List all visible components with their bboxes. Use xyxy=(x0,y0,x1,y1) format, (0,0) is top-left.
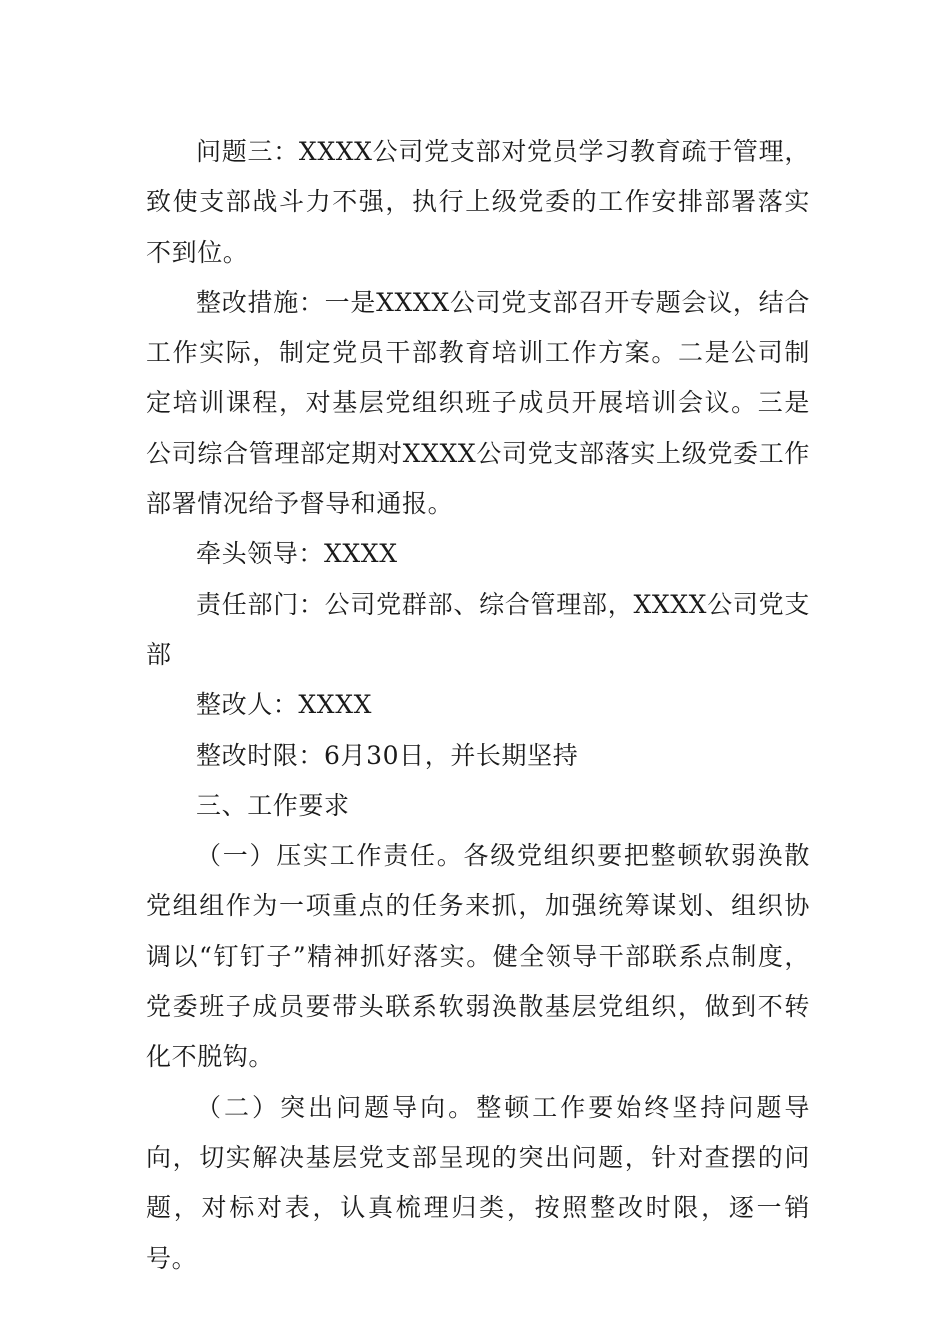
paragraph-rectifier: 整改人：XXXX xyxy=(196,690,372,720)
paragraph-requirement-two: （二）突出问题导向。整顿工作要始终坚持问题导向，切实解决基层党支部呈现的突出问题，针对查摆的问题，对标对表，认真梳理归类，按照整改时限，逐一销号。 xyxy=(146,1092,810,1273)
paragraph-lead-leader: 牵头领导：XXXX xyxy=(196,539,398,569)
paragraph-deadline: 整改时限：6月30日，并长期坚持 xyxy=(196,740,579,770)
paragraph-problem-three: 问题三：XXXX公司党支部对党员学习教育疏于管理，致使支部战斗力不强，执行上级党委的工作安排部署落实不到位。 xyxy=(146,137,810,267)
section-heading-work-requirements: 三、工作要求 xyxy=(196,790,350,820)
paragraph-rectification-measures: 整改措施：一是XXXX公司党支部召开专题会议，结合工作实际，制定党员干部教育培训工作方案。二是公司制定培训课程，对基层党组织班子成员开展培训会议。三是公司综合管理部定期对XXXX公司党支部落实上级党委工作部署情况给予督导和通报。 xyxy=(146,287,810,519)
document-body xyxy=(146,127,810,1284)
paragraph-requirement-one: （一）压实工作责任。各级党组织要把整顿软弱涣散党组组作为一项重点的任务来抓，加强统筹谋划、组织协调以“钉钉子”精神抓好落实。健全领导干部联系点制度，党委班子成员要带头联系软弱涣散基层党组织，做到不转化不脱钩。 xyxy=(146,841,810,1072)
paragraph-responsible-department: 责任部门：公司党群部、综合管理部，XXXX公司党支部 xyxy=(146,589,810,669)
